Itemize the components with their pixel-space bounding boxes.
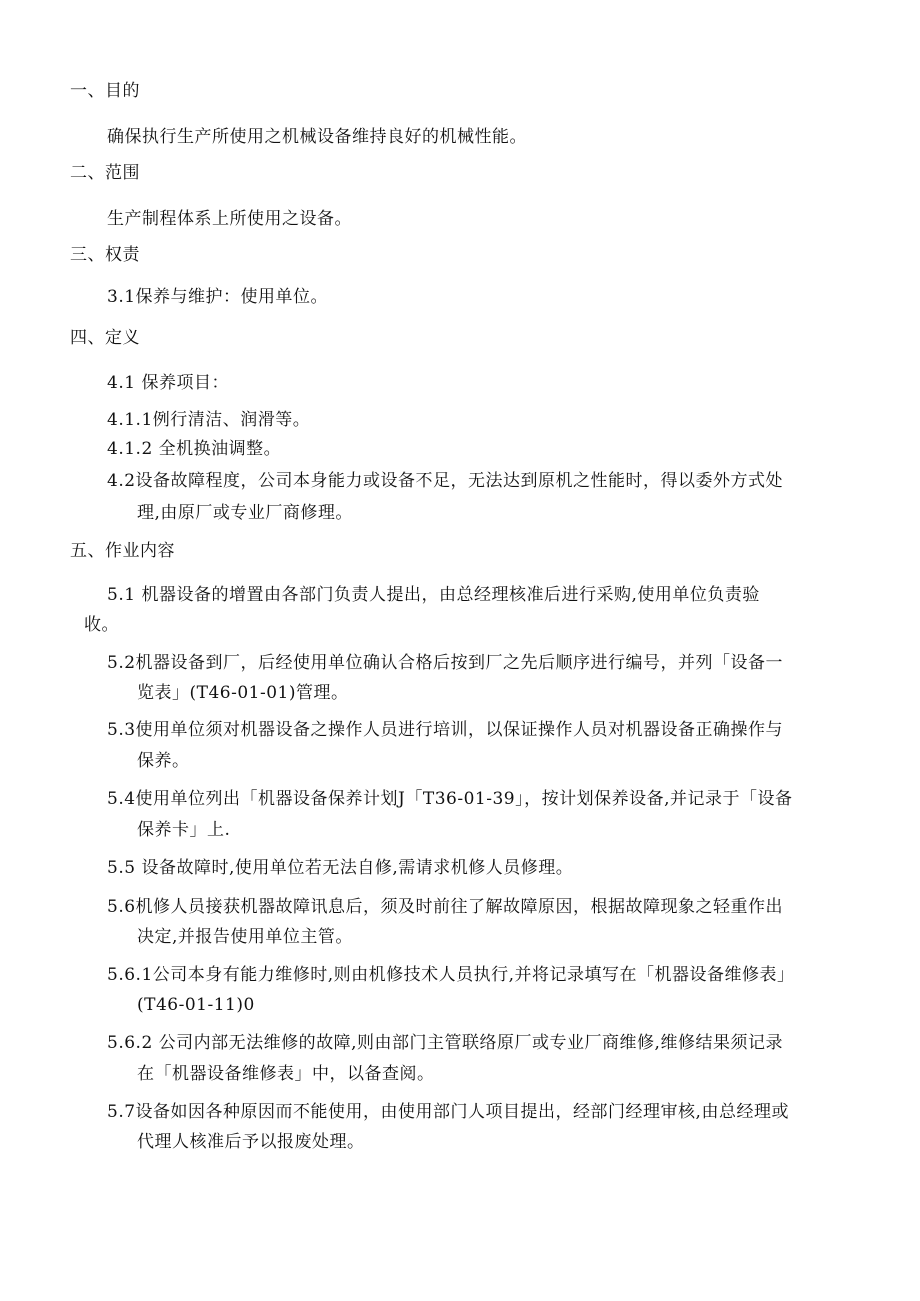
- section-1-heading: 一、目的: [70, 81, 140, 101]
- section-5-heading: 五、作业内容: [70, 541, 175, 561]
- item-5-4-line-2: 保养卡」上.: [137, 820, 231, 840]
- item-5-6-2-line-2: 在「机器设备维修表」中，以备查阅。: [137, 1064, 435, 1084]
- item-5-6-line-1: 5.6机修人员接获机器故障讯息后，须及时前往了解故障原因，根据故障现象之轻重作出: [107, 897, 784, 917]
- item-5-6-1-line-2: (T46-01-11)0: [137, 995, 255, 1015]
- item-5-3-line-1: 5.3使用单位须对机器设备之操作人员进行培训，以保证操作人员对机器设备正确操作与: [107, 720, 784, 740]
- item-4-2-line-1: 4.2设备故障程度，公司本身能力或设备不足，无法达到原机之性能时，得以委外方式处: [107, 471, 784, 491]
- item-5-7-line-2: 代理人核准后予以报废处理。: [137, 1132, 365, 1152]
- section-1-text: 确保执行生产所使用之机械设备维持良好的机械性能。: [107, 127, 527, 147]
- item-4-2-line-2: 理,由原厂或专业厂商修理。: [137, 503, 353, 523]
- section-4-heading: 四、定义: [70, 328, 140, 348]
- item-5-6-2-line-1: 5.6.2 公司内部无法维修的故障,则由部门主管联络原厂或专业厂商维修,维修结果须记录: [107, 1033, 783, 1053]
- section-2-heading: 二、范围: [70, 163, 140, 183]
- section-3-heading: 三、权责: [70, 245, 140, 265]
- item-5-6-1-line-1: 5.6.1公司本身有能力维修时,则由机修技术人员执行,并将记录填写在「机器设备维修表」: [107, 965, 795, 985]
- item-5-4-line-1: 5.4使用单位列出「机器设备保养计划J「T36-01-39」，按计划保养设备,并记录于「设备: [107, 789, 793, 809]
- item-5-2-line-2: 览表」(T46-01-01)管理。: [137, 683, 349, 703]
- item-5-5: 5.5 设备故障时,使用单位若无法自修,需请求机修人员修理。: [107, 858, 574, 878]
- item-5-3-line-2: 保养。: [137, 751, 190, 771]
- item-5-6-line-2: 决定,并报告使用单位主管。: [137, 927, 353, 947]
- item-4-1-2: 4.1.2 全机换油调整。: [107, 439, 282, 459]
- item-5-7-line-1: 5.7设备如因各种原因而不能使用，由使用部门人项目提出，经部门经理审核,由总经理或: [107, 1102, 789, 1122]
- item-5-1-line-1: 5.1 机器设备的增置由各部门负责人提出，由总经理核准后进行采购,使用单位负责验: [107, 585, 760, 605]
- item-5-2-line-1: 5.2机器设备到厂，后经使用单位确认合格后按到厂之先后顺序进行编号，并列「设备一: [107, 653, 784, 673]
- item-3-1: 3.1保养与维护：使用单位。: [107, 287, 329, 307]
- item-5-1-line-2: 收。: [84, 615, 119, 635]
- item-4-1: 4.1 保养项目：: [107, 373, 229, 393]
- item-4-1-1: 4.1.1例行清洁、润滑等。: [107, 410, 311, 430]
- section-2-text: 生产制程体系上所使用之设备。: [107, 209, 352, 229]
